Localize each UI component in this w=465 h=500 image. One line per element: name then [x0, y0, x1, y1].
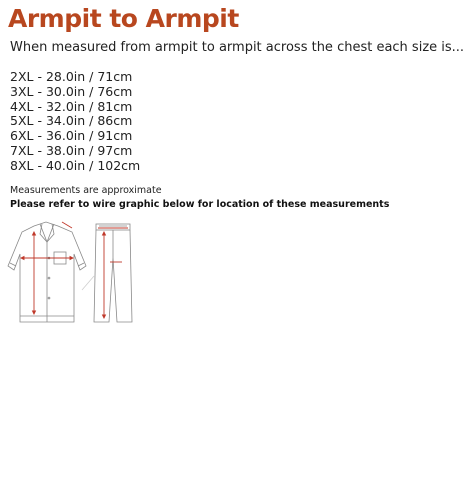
measurement-diagram — [6, 218, 146, 337]
page-title: Armpit to Armpit — [8, 4, 239, 33]
size-item-7xl: 7XL - 38.0in / 97cm — [10, 142, 133, 158]
approximate-note: Measurements are approximate — [10, 185, 162, 196]
pajama-wire-graphic — [6, 218, 146, 333]
size-item-3xl: 3XL - 30.0in / 76cm — [10, 83, 133, 99]
size-item-8xl: 8XL - 40.0in / 102cm — [10, 157, 141, 173]
wire-graphic-note: Please refer to wire graphic below for location of these measurements — [10, 199, 390, 210]
size-list — [10, 70, 140, 174]
size-item-6xl: 6XL - 36.0in / 91cm — [10, 128, 133, 144]
pajama-pants-diagram — [94, 224, 132, 322]
size-item-5xl: 5XL - 34.0in / 86cm — [10, 113, 133, 129]
pajama-top-diagram — [8, 222, 86, 322]
size-item-4xl: 4XL - 32.0in / 81cm — [10, 98, 133, 114]
size-item-2xl: 2XL - 28.0in / 71cm — [10, 69, 133, 84]
page-subtitle: When measured from armpit to armpit across the chest each size is... — [10, 40, 465, 55]
